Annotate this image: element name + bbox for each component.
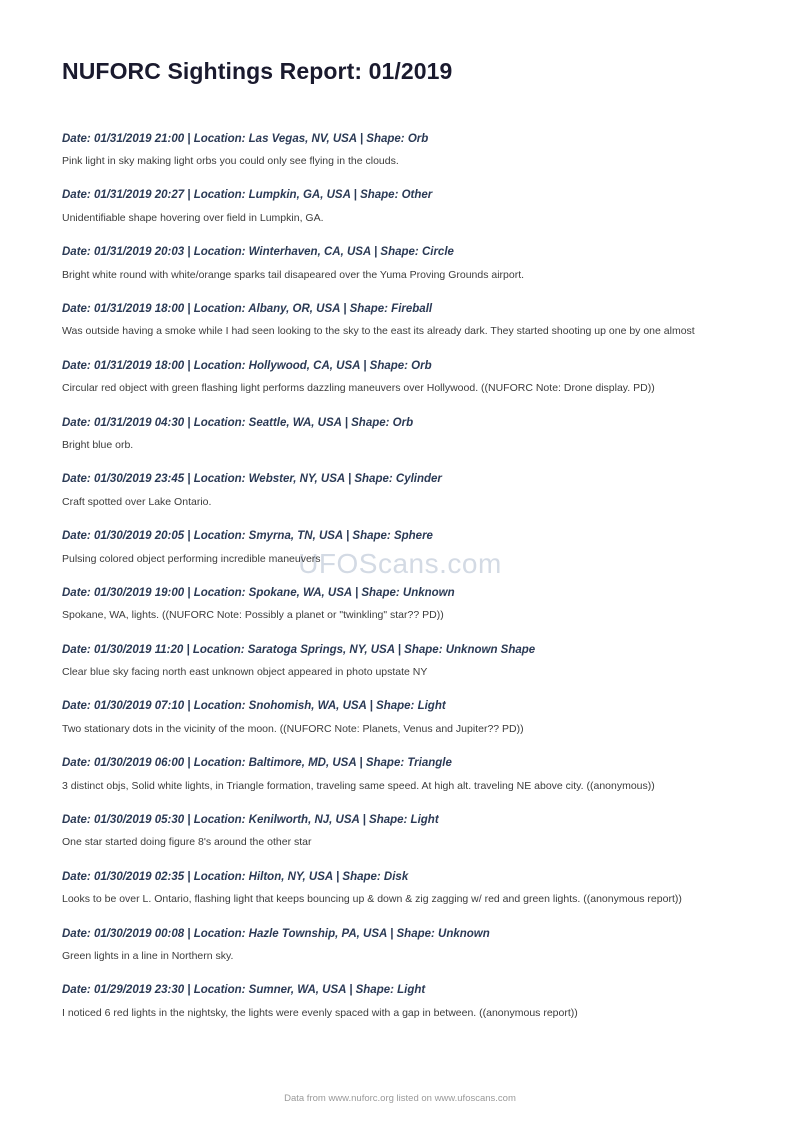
watermark: UFOScans.com — [298, 548, 502, 579]
sighting-header: Date: 01/31/2019 04:30 | Location: Seattle, WA, USA | Shape: Orb — [62, 416, 414, 429]
sighting-header: Date: 01/30/2019 00:08 | Location: Hazle Township, PA, USA | Shape: Unknown — [62, 927, 490, 940]
sighting-description: Green lights in a line in Northern sky. — [62, 950, 234, 963]
sighting-header: Date: 01/30/2019 06:00 | Location: Baltimore, MD, USA | Shape: Triangle — [62, 757, 452, 770]
list-item — [62, 699, 738, 737]
sighting-header: Date: 01/29/2019 23:30 | Location: Sumner, WA, USA | Shape: Light — [62, 984, 426, 997]
sighting-description: Unidentifiable shape hovering over field in Lumpkin, GA. — [62, 211, 324, 224]
sighting-description: 3 distinct objs, Solid white lights, in Triangle formation, traveling same speed. At high alt. traveling NE above city. ((anonymous)) — [62, 779, 655, 792]
sighting-description: Was outside having a smoke while I had seen looking to the sky to the east its already dark. They started shooting up one by one almost — [62, 325, 695, 338]
sighting-header: Date: 01/31/2019 18:00 | Location: Albany, OR, USA | Shape: Fireball — [62, 302, 433, 315]
sightings-list — [62, 132, 738, 1022]
sighting-description: Craft spotted over Lake Ontario. — [62, 495, 212, 508]
sighting-header: Date: 01/30/2019 11:20 | Location: Saratoga Springs, NY, USA | Shape: Unknown Shape — [62, 643, 536, 656]
list-item — [62, 529, 738, 567]
sighting-header: Date: 01/31/2019 21:00 | Location: Las Vegas, NV, USA | Shape: Orb — [62, 132, 429, 145]
sighting-description: Bright blue orb. — [62, 439, 134, 452]
list-item — [62, 643, 738, 681]
sighting-description: Bright white round with white/orange sparks tail disapeared over the Yuma Proving Grounds airport. — [62, 268, 525, 281]
sighting-header: Date: 01/30/2019 19:00 | Location: Spokane, WA, USA | Shape: Unknown — [62, 586, 455, 599]
list-item — [62, 870, 738, 908]
list-item — [62, 245, 738, 283]
list-item — [62, 359, 738, 397]
sighting-description: One star started doing figure 8's around the other star — [62, 836, 312, 849]
sighting-description: Clear blue sky facing north east unknown object appeared in photo upstate NY — [62, 666, 428, 679]
page-title: NUFORC Sightings Report: 01/2019 — [62, 58, 453, 84]
sighting-description: Looks to be over L. Ontario, flashing light that keeps bouncing up & down & zig zagging w/ red and green lights. ((anonymous report)) — [62, 893, 682, 906]
list-item — [62, 472, 738, 510]
list-item — [62, 983, 738, 1021]
sighting-description: Spokane, WA, lights. ((NUFORC Note: Possibly a planet or "twinkling" star?? PD)) — [62, 609, 444, 622]
sighting-header: Date: 01/31/2019 20:03 | Location: Winterhaven, CA, USA | Shape: Circle — [62, 246, 454, 259]
sighting-description: Two stationary dots in the vicinity of the moon. ((NUFORC Note: Planets, Venus and Jupiter?? PD)) — [62, 722, 524, 735]
sighting-header: Date: 01/31/2019 20:27 | Location: Lumpkin, GA, USA | Shape: Other — [62, 189, 433, 202]
sighting-description: Pulsing colored object performing incredible maneuvers — [62, 552, 321, 565]
sighting-header: Date: 01/30/2019 05:30 | Location: Kenilworth, NJ, USA | Shape: Light — [62, 813, 439, 826]
sighting-header: Date: 01/30/2019 07:10 | Location: Snohomish, WA, USA | Shape: Light — [62, 700, 446, 713]
sighting-header: Date: 01/30/2019 20:05 | Location: Smyrna, TN, USA | Shape: Sphere — [62, 530, 433, 543]
sighting-description: I noticed 6 red lights in the nightsky, the lights were evenly spaced with a gap in between. ((anonymous report)) — [62, 1006, 578, 1019]
list-item — [62, 416, 738, 454]
list-item — [62, 813, 738, 851]
sighting-header: Date: 01/31/2019 18:00 | Location: Hollywood, CA, USA | Shape: Orb — [62, 359, 432, 372]
list-item — [62, 756, 738, 794]
list-item — [62, 302, 738, 340]
sighting-description: Pink light in sky making light orbs you could only see flying in the clouds. — [62, 155, 399, 168]
list-item — [62, 927, 738, 965]
sighting-description: Circular red object with green flashing light performs dazzling maneuvers over Hollywood. ((NUFORC Note: Drone display. PD)) — [62, 382, 655, 395]
list-item — [62, 586, 738, 624]
page-footer: Data from www.nuforc.org listed on www.ufoscans.com — [284, 1093, 516, 1104]
list-item — [62, 188, 738, 226]
sighting-header: Date: 01/30/2019 02:35 | Location: Hilton, NY, USA | Shape: Disk — [62, 870, 409, 883]
list-item — [62, 132, 738, 170]
sighting-header: Date: 01/30/2019 23:45 | Location: Webster, NY, USA | Shape: Cylinder — [62, 473, 442, 486]
